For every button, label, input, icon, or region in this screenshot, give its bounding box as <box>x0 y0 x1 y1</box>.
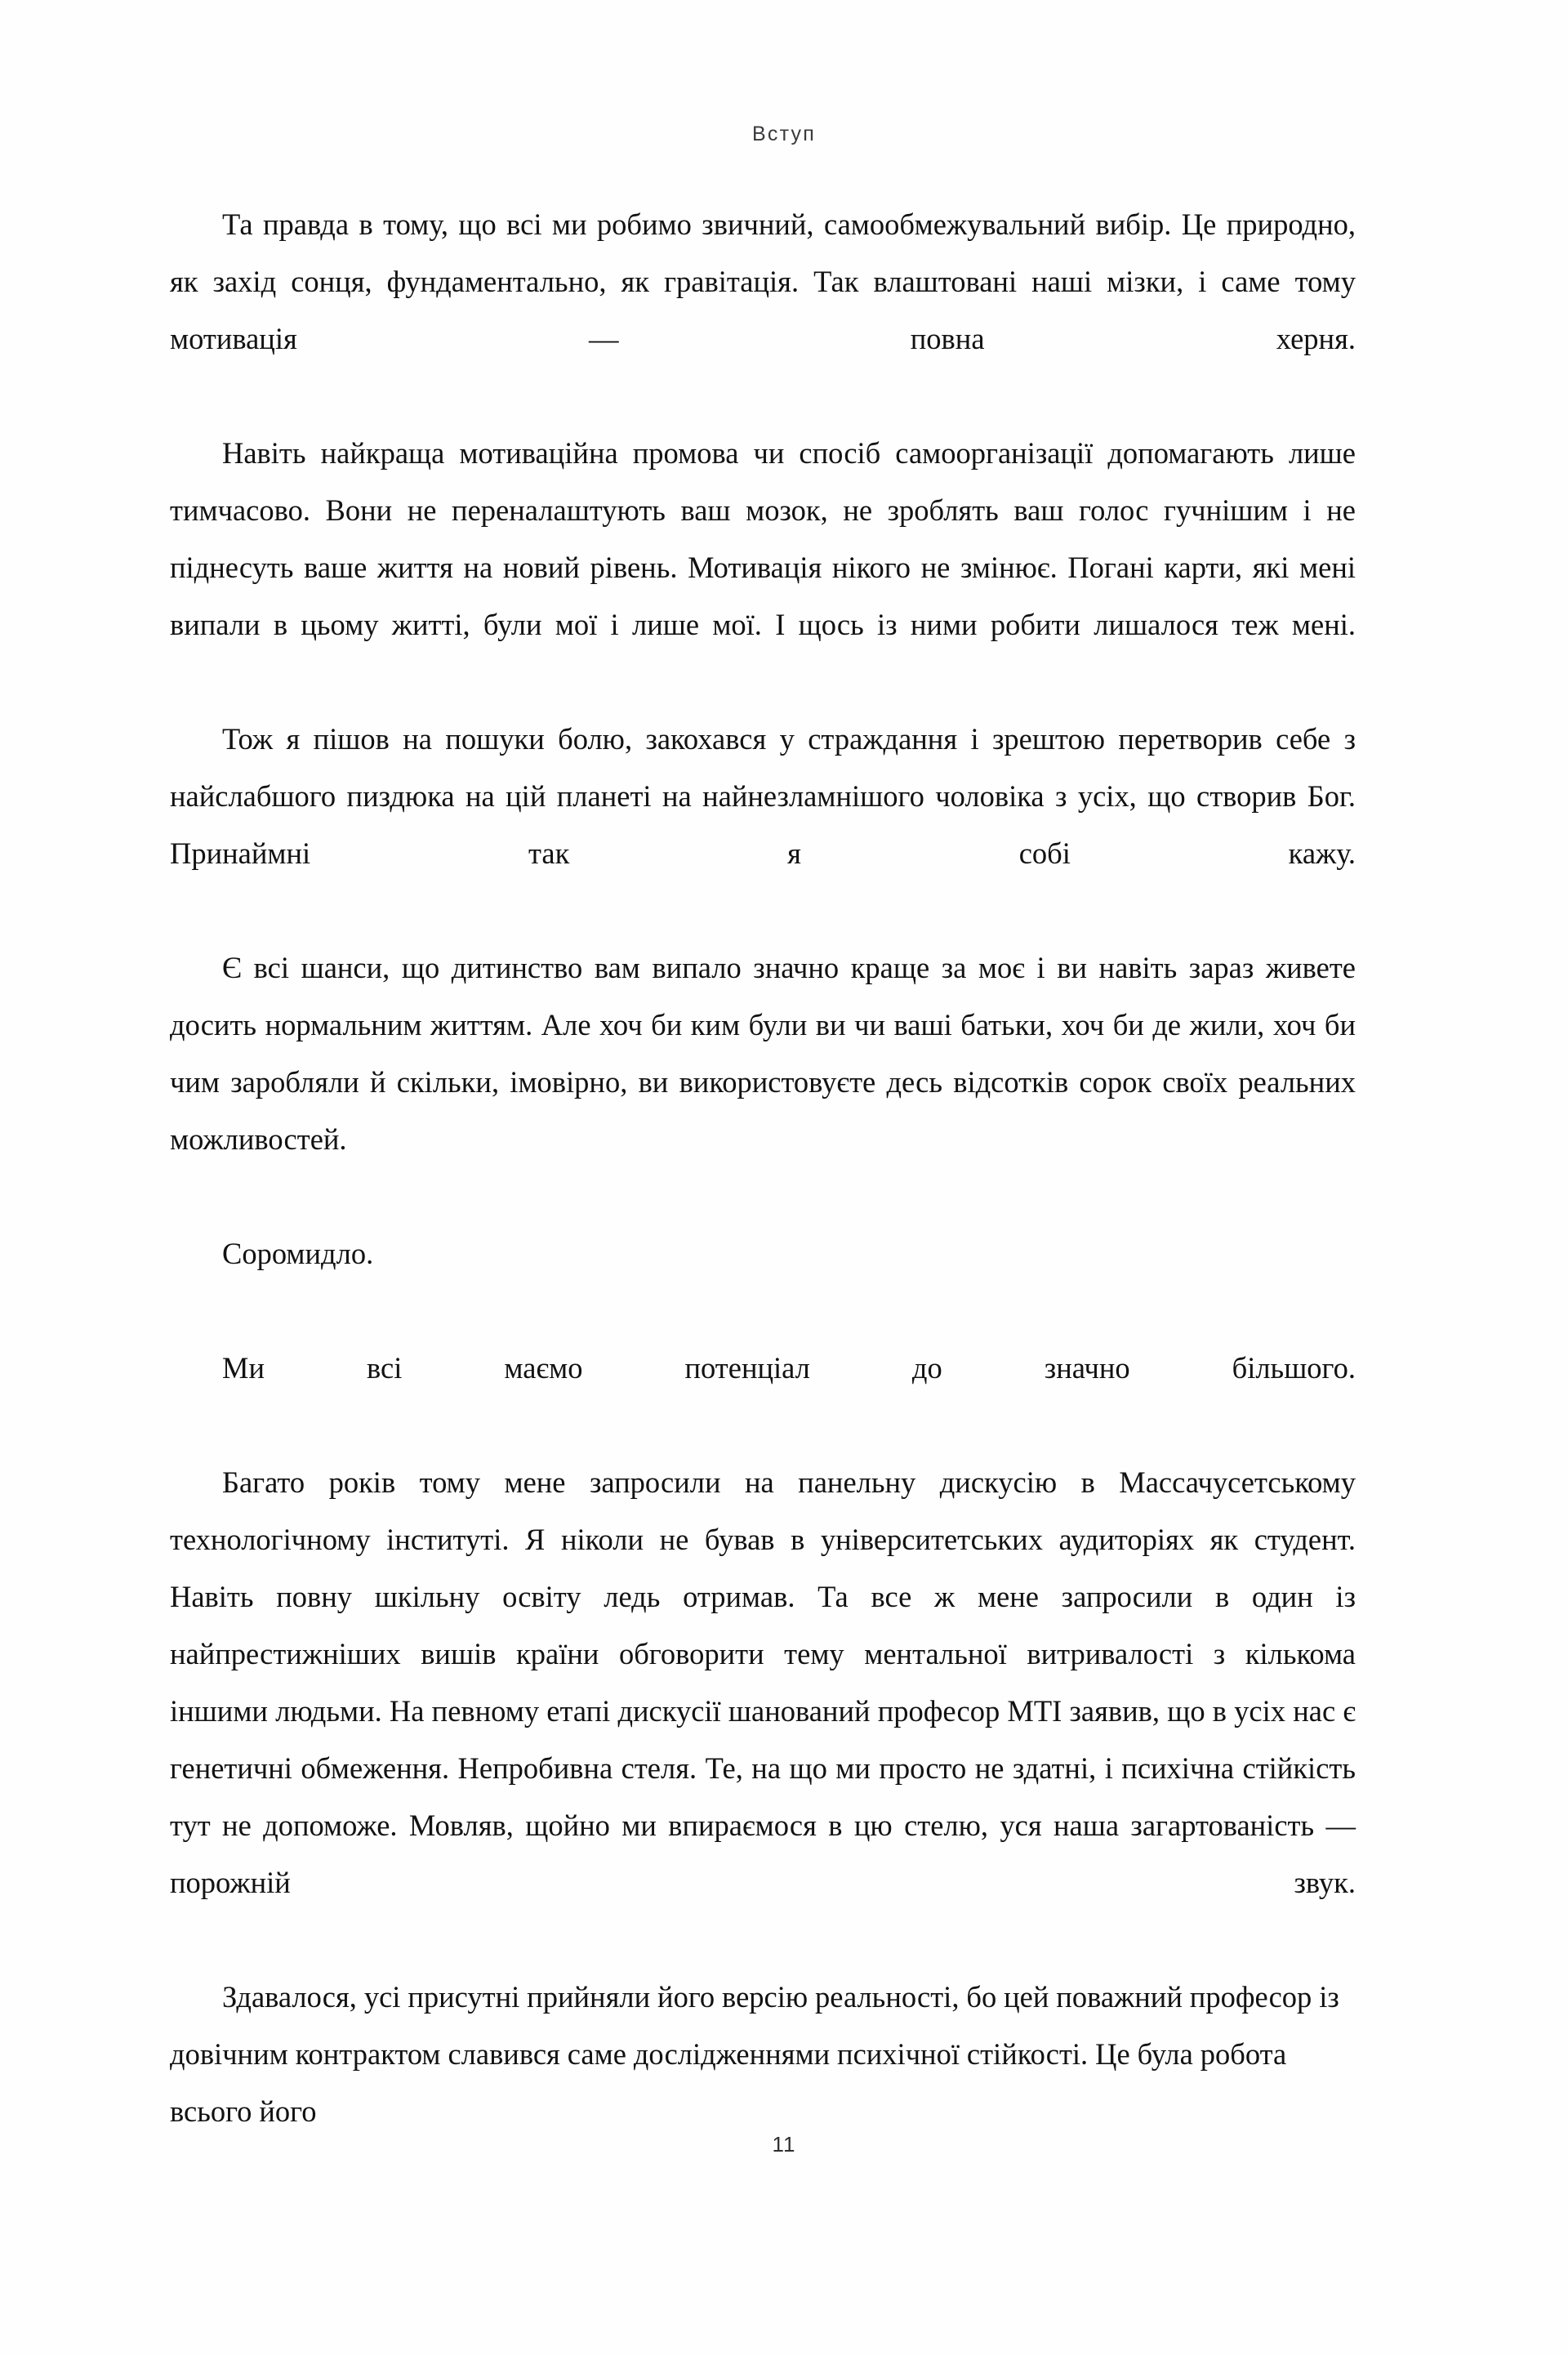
paragraph: Є всі шанси, що дитинство вам випало значно краще за моє і ви навіть зараз живете досить нормальним життям. Але хоч би ким були ви чи ваші батьки, хоч би де жили, хоч би чим заробляли й скільки, імовірно, ви використовуєте десь відсотків сорок своїх реальних можливостей. <box>170 951 1356 1156</box>
paragraph: Багато років тому мене запросили на панельну дискусію в Массачусетському технологічному інституті. Я ніколи не бував в університетських аудиторіях як студент. Навіть повну шкільну освіту ледь отримав. Та все ж мене запросили в один із найпрестижніших вишів країни обговорити тему ментальної витривалості з кількома іншими людьми. На певному етапі дискусії шанований професор МТІ заявив, що в усіх нас є генетичні обмеження. Непробивна стеля. Те, на що ми просто не здатні, і психічна стійкість тут не допоможе. Мовляв, щойно ми впираємося в цю стелю, уся наша загартованість — порожній звук. <box>170 1465 1356 1899</box>
running-head: Вступ <box>752 123 816 145</box>
paragraph: Соромидло. <box>222 1237 374 1270</box>
paragraph: Тож я пішов на пошуки болю, закохався у страждання і зрештою перетворив себе з найслабшого пиздюка на цій планеті на найнезламнішого чоловіка з усіх, що створив Бог. Принаймні так я собі кажу. <box>170 722 1356 870</box>
body-text-block <box>170 196 1356 2197</box>
page-number: 11 <box>772 2132 796 2157</box>
paragraph: Навіть найкраща мотиваційна промова чи спосіб самоорганізації допомагають лише тимчасово. Вони не переналаштують ваш мозок, не зроблять ваш голос гучнішим і не піднесуть ваше життя на новий рівень. Мотивація нікого не змінює. Погані карти, які мені випали в цьому житті, були мої і лише мої. І щось із ними робити лишалося теж мені. <box>170 436 1356 641</box>
paragraph: Ми всі маємо потенціал до значно більшого. <box>222 1351 1356 1385</box>
paragraph: Здавалося, усі присутні прийняли його версію реальності, бо цей поважний професор із довічним контрактом славився саме дослідженнями психічної стійкості. Це була робота всього його <box>170 1980 1339 2128</box>
paragraph: Та правда в тому, що всі ми робимо звичний, самообмежувальний вибір. Це природно, як захід сонця, фундаментально, як гравітація. Так влаштовані наші мізки, і саме тому мотивація — повна херня. <box>170 207 1356 355</box>
